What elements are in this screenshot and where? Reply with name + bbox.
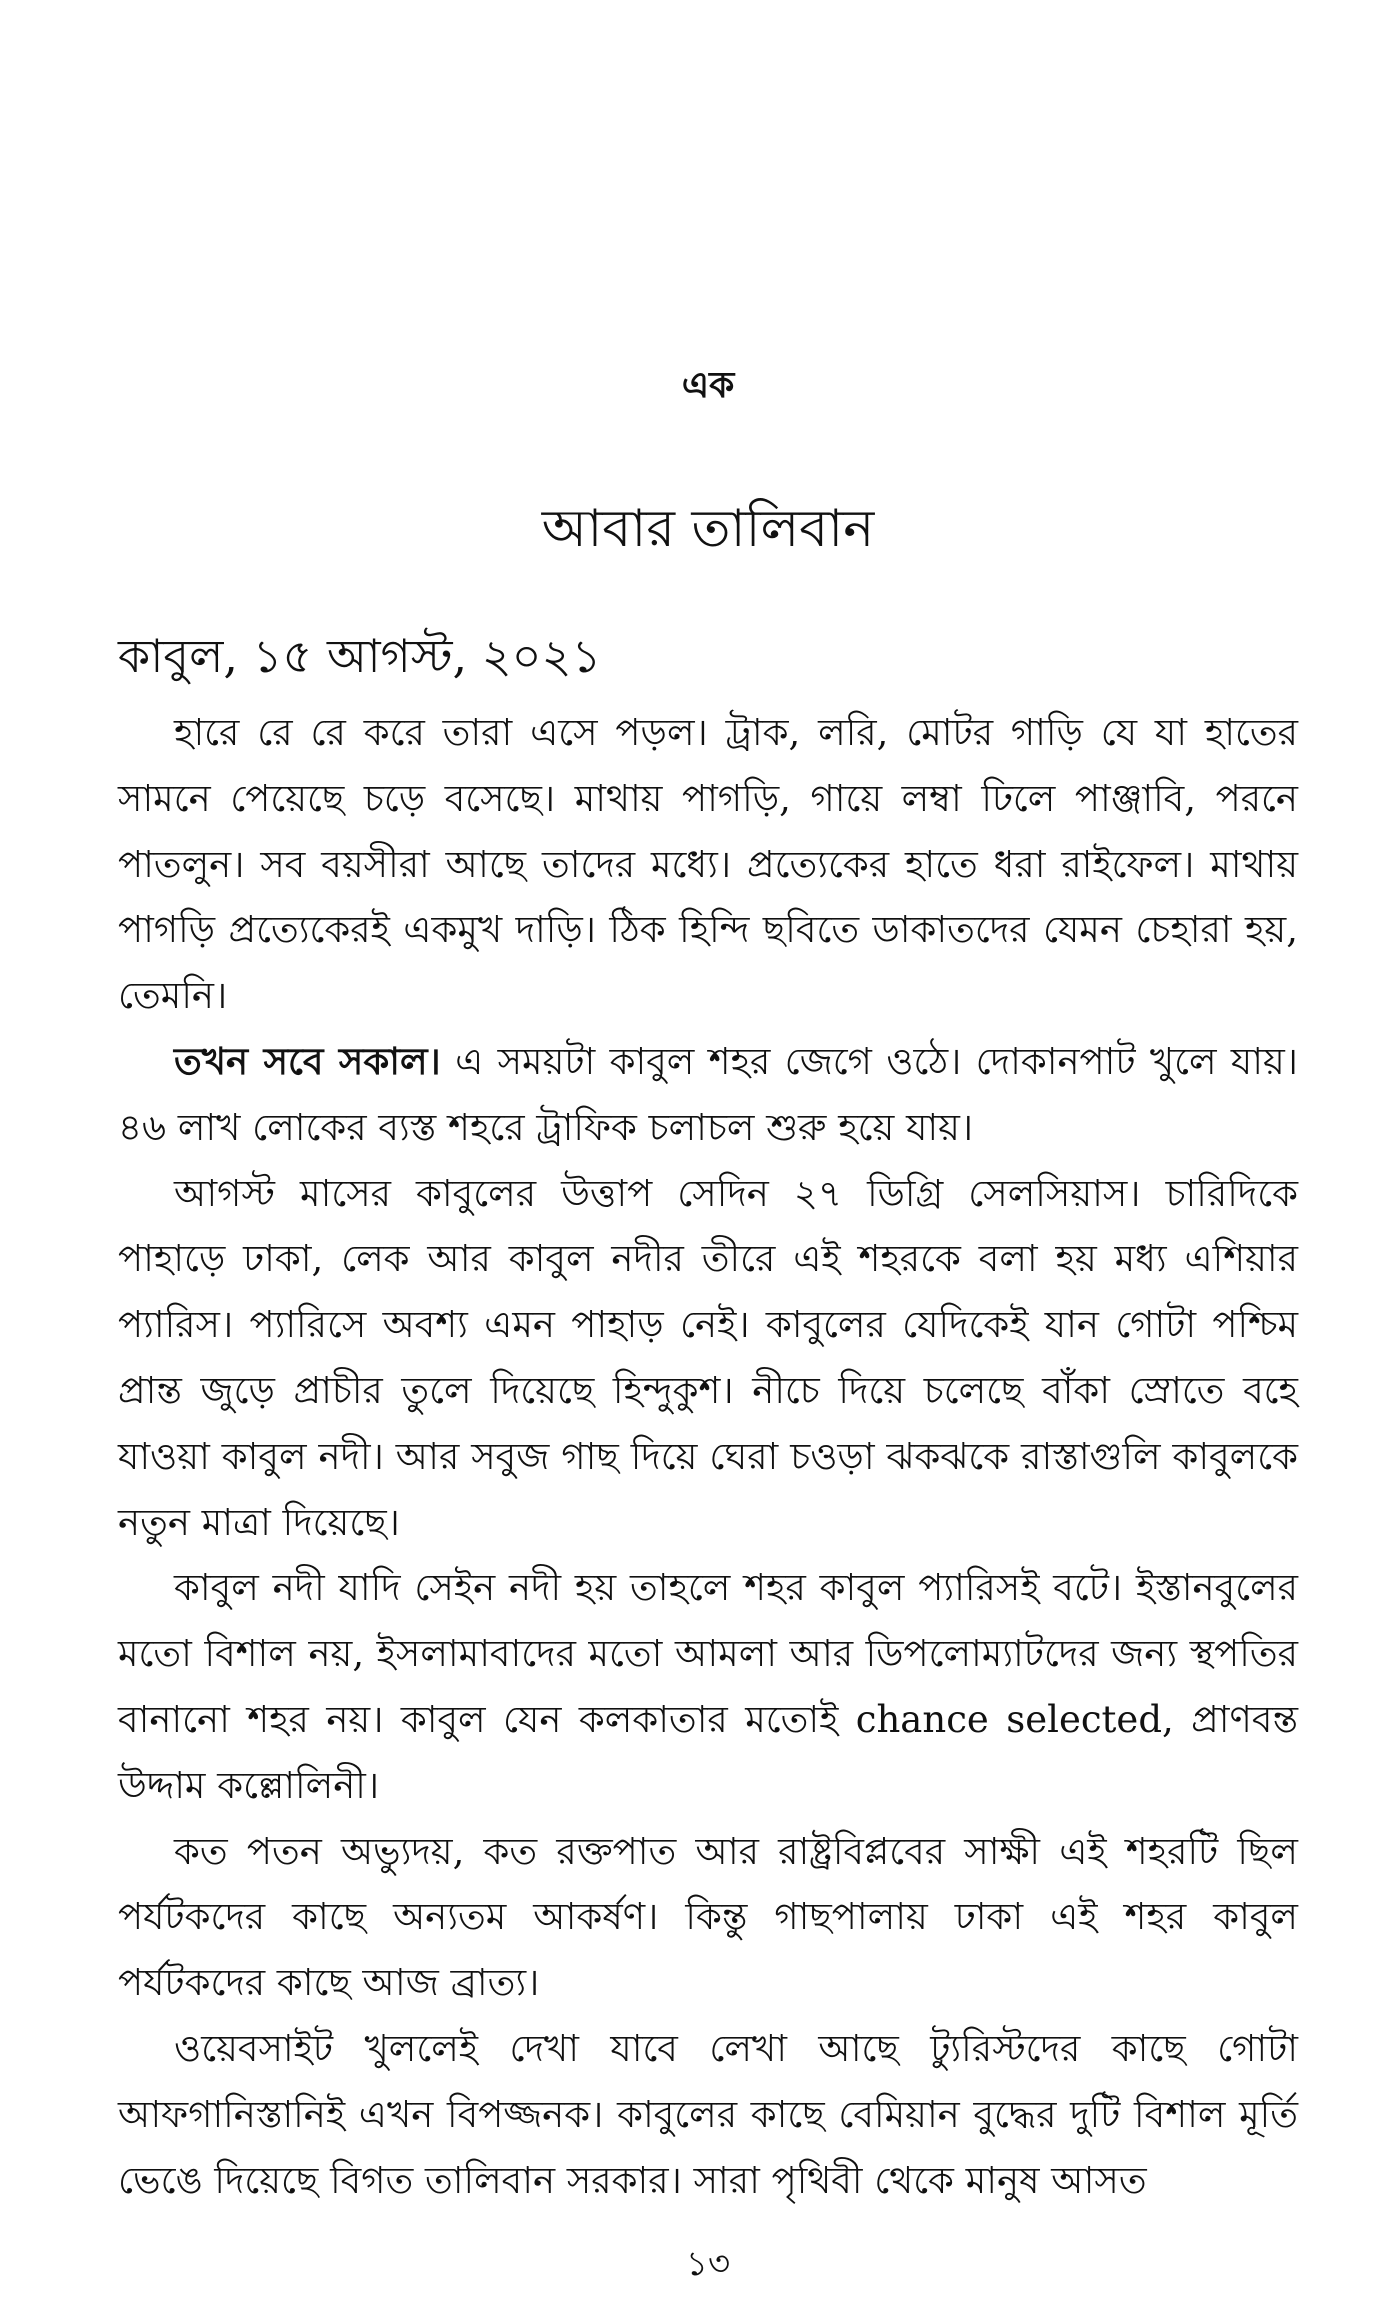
page-number: ১৩ — [685, 2244, 731, 2284]
paragraph — [118, 1029, 1298, 1161]
paragraph — [118, 1555, 1298, 1818]
paragraph — [118, 1161, 1298, 1556]
paragraph — [118, 2016, 1298, 2213]
paragraph-text: হারে রে রে করে তারা এসে পড়ল। ট্রাক, লরি, মোটর গাড়ি যে যা হাতের সামনে পেয়েছে চড়ে বসেছে। মাথায় পাগড়ি, গায়ে লম্বা ঢিলে পাঞ্জাবি, পরনে পাতলুন। সব বয়সীরা আছে তাদের মধ্যে। প্রত্যেকের হাতে ধরা রাইফেল। মাথায় পাগড়ি প্রত্যেকেরই একমুখ দাড়ি। ঠিক হিন্দি ছবিতে ডাকাতদের যেমন চেহারা হয়, তেমনি। — [118, 711, 1298, 1018]
paragraph — [118, 1819, 1298, 2016]
paragraph-text: এ সময়টা কাবুল শহর জেগে ওঠে। দোকানপাট খুলে যায়। ৪৬ লাখ লোকের ব্যস্ত শহরে ট্রাফিক চলাচল শুরু হয়ে যায়। — [118, 1039, 1298, 1149]
paragraph-text: ওয়েবসাইট খুললেই দেখা যাবে লেখা আছে ট্যুরিস্টদের কাছে গোটা আফগানিস্তানিই এখন বিপজ্জনক। কাবুলের কাছে বেমিয়ান বুদ্ধের দুটি বিশাল মূর্তি ভেঙে দিয়েছে বিগত তালিবান সরকার। সারা পৃথিবী থেকে মানুষ আসত — [118, 2026, 1298, 2202]
paragraph-text: আগস্ট মাসের কাবুলের উত্তাপ সেদিন ২৭ ডিগ্রি সেলসিয়াস। চারিদিকে পাহাড়ে ঢাকা, লেক আর কাবুল নদীর তীরে এই শহরকে বলা হয় মধ্য এশিয়ার প্যারিস। প্যারিসে অবশ্য এমন পাহাড় নেই। কাবুলের যেদিকেই যান গোটা পশ্চিম প্রান্ত জুড়ে প্রাচীর তুলে দিয়েছে হিন্দুকুশ। নীচে দিয়ে চলেছে বাঁকা স্রোতে বহে যাওয়া কাবুল নদী। আর সবুজ গাছ দিয়ে ঘেরা চওড়া ঝকঝকে রাস্তাগুলি কাবুলকে নতুন মাত্রা দিয়েছে। — [118, 1171, 1298, 1544]
paragraph-text: কত পতন অভ্যুদয়, কত রক্তপাত আর রাষ্ট্রবিপ্লবের সাক্ষী এই শহরটি ছিল পর্যটকদের কাছে অন্যতম আকর্ষণ। কিন্তু গাছপালায় ঢাকা এই শহর কাবুল পর্যটকদের কাছে আজ ব্রাত্য। — [118, 1829, 1298, 2005]
dateline: কাবুল, ১৫ আগস্ট, ২০২১ — [118, 629, 602, 683]
body-text — [118, 700, 1298, 2213]
chapter-number: এক — [681, 364, 735, 406]
paragraph — [118, 700, 1298, 1029]
paragraph-lead: তখন সবে সকাল। — [174, 1038, 441, 1083]
paragraph-text: কাবুল নদী যাদি সেইন নদী হয় তাহলে শহর কাবুল প্যারিসই বটে। ইস্তানবুলের মতো বিশাল নয়, ইসলামাবাদের মতো আমলা আর ডিপলোম্যাটদের জন্য স্থপতির বানানো শহর নয়। কাবুল যেন কলকাতার মতোই chance selected, প্রাণবন্ত উদ্দাম কল্লোলিনী। — [118, 1566, 1298, 1807]
chapter-title: আবার তালিবান — [541, 499, 875, 559]
book-page — [118, 0, 1298, 2309]
